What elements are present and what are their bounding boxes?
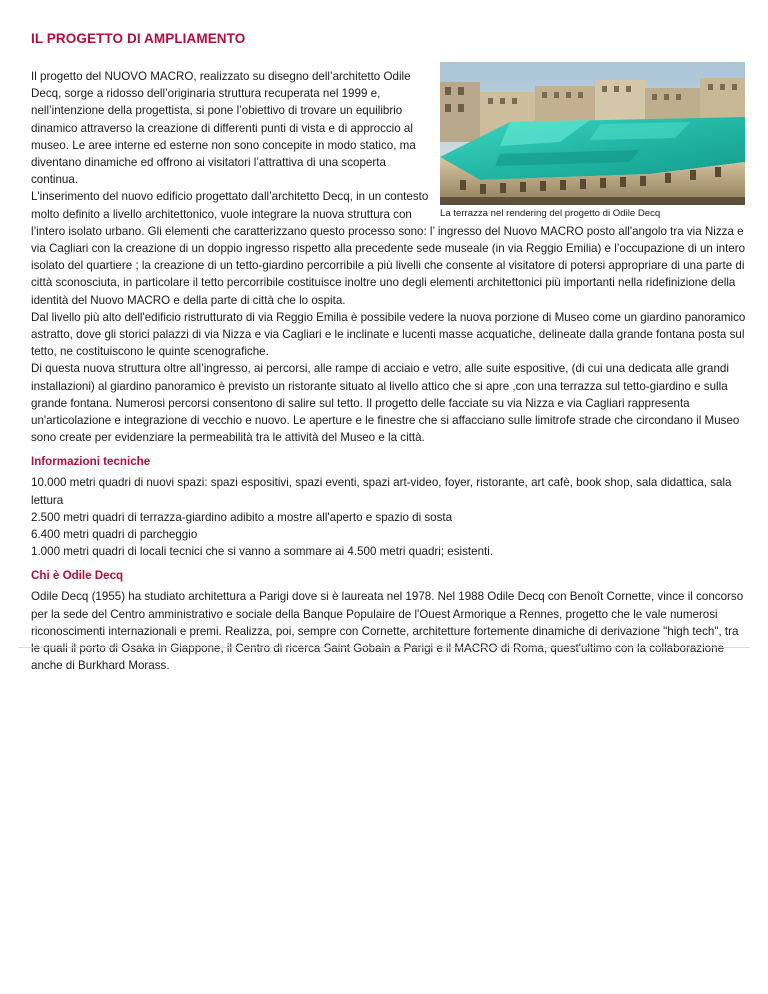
article [31,30,746,675]
list-item: 10.000 metri quadri di nuovi spazi: spazi espositivi, spazi eventi, spazi art-video, foyer, ristorante, art cafè, book shop, sala didattica, sala lettura [31,476,732,507]
tech-heading: Informazioni tecniche [31,455,151,469]
bio-heading: Chi è Odile Decq [31,569,124,583]
rendering-image [440,62,745,205]
paragraph-intro: Il progetto del NUOVO MACRO, realizzato su disegno dell’architetto Odile Decq, sorge a ridosso dell’originaria struttura recuperata nel 1999 e, nell’intenzione della progettista, si pone l’obiettivo di trovare un equilibrio dinamico attraverso la creazione di differenti punti di vista e di approccio al museo. Le aree interne ed esterne non sono concepite in modo statico, ma diventano dinamiche ed offrono ai visitatori l’attrattiva di una scoperta continua. [31,70,416,187]
figure [440,62,746,221]
list-item: 1.000 metri quadri di locali tecnici che si vanno a sommare ai 4.500 metri quadri; esistenti. [31,545,494,559]
paragraph-insertion: L'inserimento del nuovo edificio progettato dall’architetto Decq, in un contesto molto definito a livello architettonico, vuole integrare la nuova struttura con l’intero isolato urbano. Gli elementi che caratterizzano questo processo sono: l’ ingresso del Nuovo MACRO posto all'angolo tra via Nizza e via Cagliari con la creazione di un doppio ingresso rispetto alla precedente sede museale (in via Reggio Emilia) e l’occupazione di un intero isolato del quartiere ; la creazione di un tetto-giardino percorribile a più livelli che consente al visitatore di potersi appropriare di una parte di città sconosciuta, in particolare il tetto percorribile costituisce inoltre uno degli elementi architettonici più importanti nella ridefinizione della identità del Nuovo MACRO e della parte di città che lo ospita. [31,190,746,307]
list-item: 2.500 metri quadri di terrazza-giardino adibito a mostre all'aperto e spazio di sosta [31,510,453,524]
list-item: 6.400 metri quadri di parcheggio [31,528,198,542]
divider [18,647,750,648]
paragraph-garden: Dal livello più alto dell'edificio ristrutturato di via Reggio Emilia è possibile vedere la nuova porzione di Museo come un giardino panoramico astratto, dove gli storici palazzi di via Nizza e via Cagliari e le inclinate e lucenti masse acquatiche, delineate dalla grande fontana posta sul tetto, ne costituiscono le quinte scenografiche. [31,310,746,359]
page-title: IL PROGETTO DI AMPLIAMENTO [31,31,246,46]
bio-text: Odile Decq (1955) ha studiato architettura a Parigi dove si è laureata nel 1978. Nel 1988 Odile Decq con Benoît Cornette, vince il concorso per la sede del Centro amministrativo e sociale della Banque Populaire de l'Ouest Armorique a Rennes, progetto che le vale numerosi riconoscimenti internazionali e premi. Realizza, poi, sempre con Cornette, architetture fortemente dinamiche di derivazione "high tech", tra le quali il porto di Osaka in Giappone, il Centro di ricerca Saint Gobain a Parigi e il MACRO di Roma, quest'ultimo con la collaborazione anche di Burkhard Morass. [31,590,744,673]
article-body [31,68,746,446]
figure-caption: La terrazza nel rendering del progetto di Odile Decq [440,208,661,219]
tech-list [31,474,746,560]
paragraph-structure: Di questa nuova struttura oltre all’ingresso, ai percorsi, alle rampe di acciaio e vetro, alle suite espositive, (di cui una dedicata alle grandi installazioni) al giardino panoramico è previsto un ristorante situato al livello attico che si apre ,con una terrazza sul tetto-giardino e sulla grande fontana. Numerosi percorsi consentono di salire sul tetto. Il progetto delle facciate su via Nizza e via Cagliari rappresenta un'articolazione e integrazione di vecchio e nuovo. Le aperture e le finestre che si affacciano sulle limitrofe strade che circondano il Museo sono create per evidenziare la permeabilità tra le attività del Museo e la città. [31,362,740,445]
